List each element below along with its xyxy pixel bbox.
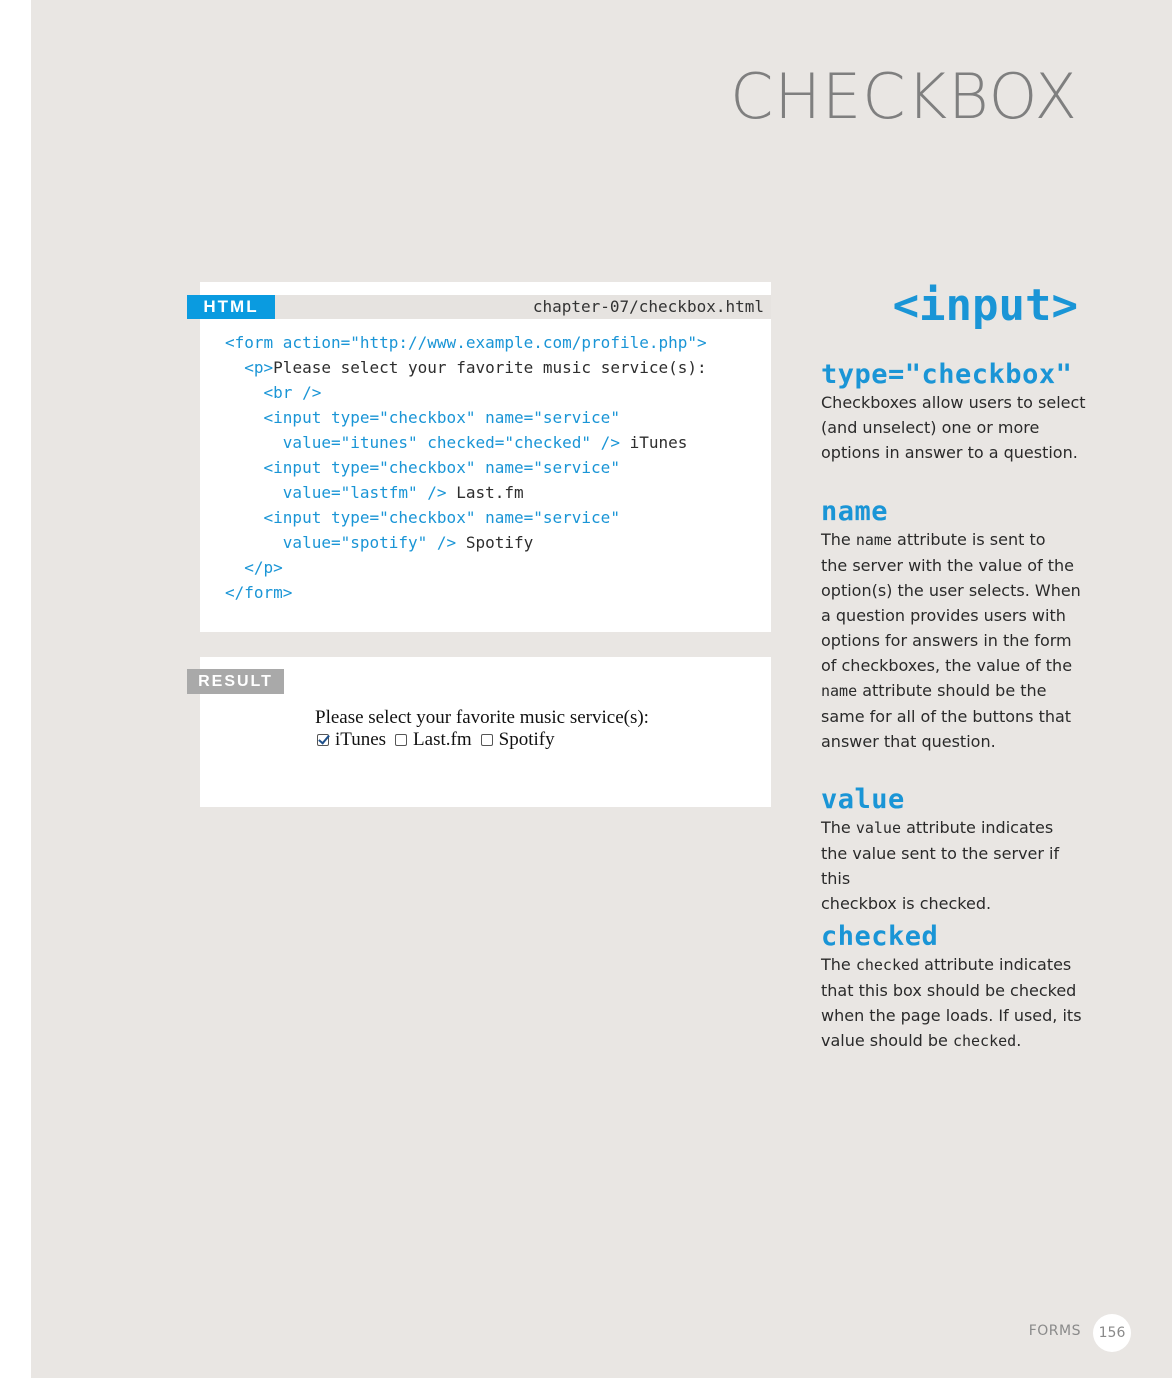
attribute-block (821, 785, 1091, 916)
description-text: same for all of the buttons that (821, 707, 1072, 726)
description-text: The (821, 530, 856, 549)
description-text: attribute indicates (901, 818, 1054, 837)
description-text: attribute indicates (919, 955, 1072, 974)
footer-section-name: FORMS (1028, 1323, 1081, 1339)
code-segment: <p> (225, 358, 274, 377)
code-block (225, 330, 707, 605)
description-text: the server with the value of the (821, 556, 1075, 575)
attribute-name: name (821, 496, 889, 527)
page-title: CHECKBOX (730, 60, 1078, 133)
element-name: <input> (892, 280, 1078, 331)
code-segment: iTunes (619, 433, 688, 452)
description-text: . (1016, 1031, 1022, 1050)
checkbox-label: Last.fm (413, 729, 472, 750)
attribute-name: type="checkbox" (821, 359, 1073, 390)
code-segment: Spotify (456, 533, 534, 552)
code-segment: Please select your favorite music service(s): (273, 358, 707, 377)
description-text: (and unselect) one or more (821, 418, 1040, 437)
attribute-block (821, 922, 1091, 1054)
code-segment: <input type="checkbox" name="service" (225, 458, 620, 477)
checkbox-last-fm[interactable] (395, 734, 407, 746)
description-text: answer that question. (821, 732, 996, 751)
code-segment: </p> (225, 558, 283, 577)
result-question: Please select your favorite music service(s): (315, 707, 649, 728)
description-text: attribute should be the (857, 681, 1047, 700)
attribute-description (821, 527, 1091, 754)
description-text: checkbox is checked. (821, 894, 992, 913)
inline-code: name (821, 682, 858, 700)
code-panel-label: HTML (187, 295, 275, 319)
inline-code: name (855, 531, 892, 549)
description-text: options for answers in the form (821, 631, 1072, 650)
inline-code: checked (952, 1032, 1017, 1050)
code-segment: value="lastfm" /> (225, 483, 447, 502)
description-text: that this box should be checked (821, 981, 1077, 1000)
description-text: option(s) the user selects. When (821, 581, 1081, 600)
code-filename: chapter-07/checkbox.html (532, 297, 764, 316)
attribute-name: checked (821, 921, 939, 952)
code-segment: </form> (225, 583, 293, 602)
code-segment: <form action="http://www.example.com/profile.php"> (225, 333, 707, 352)
description-text: value should be (821, 1031, 953, 1050)
checkbox-spotify[interactable] (481, 734, 493, 746)
code-segment: value="spotify" /> (225, 533, 457, 552)
page-number: 156 (1093, 1314, 1131, 1352)
inline-code: value (855, 819, 901, 837)
code-segment: <input type="checkbox" name="service" (225, 408, 620, 427)
result-panel-label: RESULT (187, 669, 284, 694)
description-text: options in answer to a question. (821, 443, 1078, 462)
code-segment: <br /> (225, 383, 322, 402)
code-segment: <input type="checkbox" name="service" (225, 508, 620, 527)
description-text: The (821, 818, 856, 837)
attribute-block (821, 497, 1091, 754)
description-text: the value sent to the server if this (821, 844, 1060, 888)
checkbox-label: iTunes (335, 729, 387, 750)
description-text: of checkboxes, the value of the (821, 656, 1073, 675)
attribute-block (821, 360, 1091, 465)
description-text: a question provides users with (821, 606, 1066, 625)
code-segment: Last.fm (446, 483, 524, 502)
result-form (315, 707, 649, 751)
description-text: when the page loads. If used, its (821, 1006, 1082, 1025)
description-text: The (821, 955, 856, 974)
attribute-description (821, 815, 1091, 916)
inline-code: checked (855, 956, 920, 974)
checkbox-itunes[interactable] (317, 734, 329, 746)
description-text: Checkboxes allow users to select (821, 393, 1086, 412)
description-text: attribute is sent to (891, 530, 1046, 549)
result-options (317, 729, 649, 751)
attribute-name: value (821, 784, 905, 815)
checkbox-label: Spotify (498, 729, 555, 750)
code-segment: value="itunes" checked="checked" /> (225, 433, 620, 452)
attribute-description (821, 952, 1091, 1054)
attribute-description (821, 390, 1091, 465)
